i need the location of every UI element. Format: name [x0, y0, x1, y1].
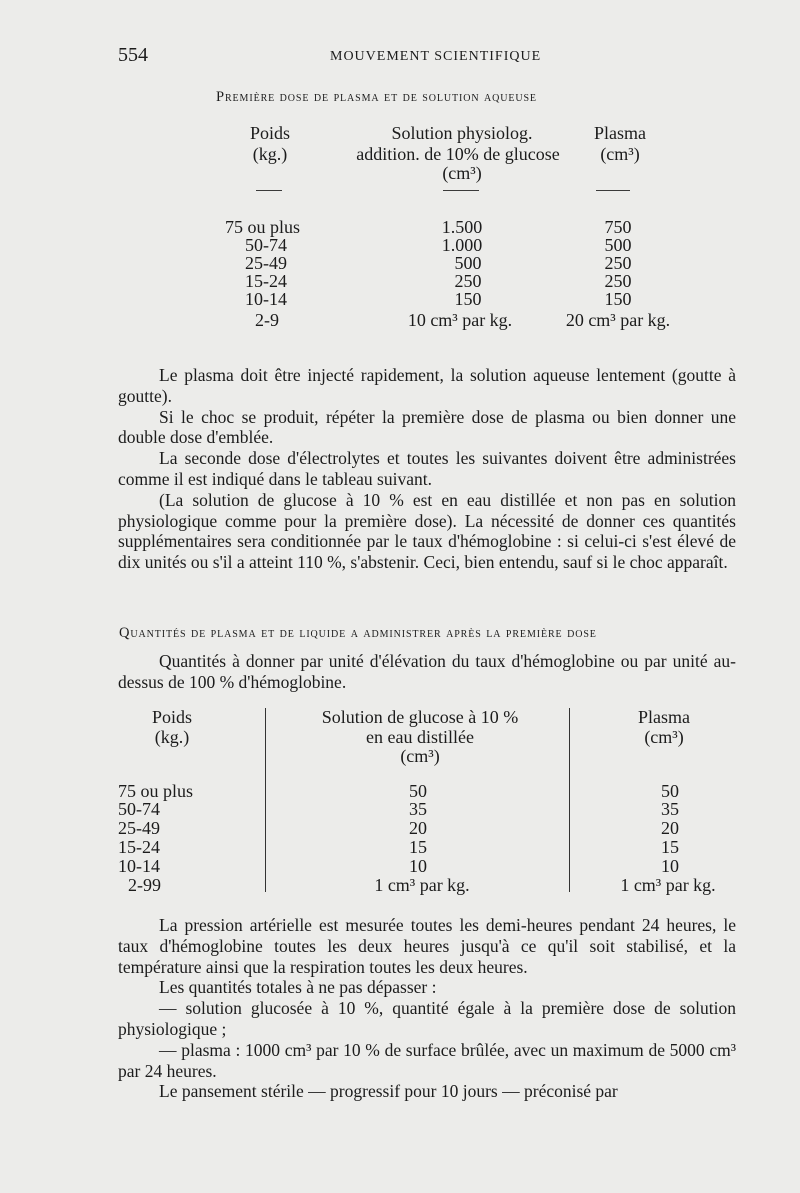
table2-header-solution-unit: (cm³)	[400, 746, 440, 766]
paragraph: — solution glucosée à 10 %, quantité égale à la première dose de solution physiologique ;	[118, 998, 736, 1039]
table2-intro	[118, 651, 736, 693]
table2-header-plasma: Plasma	[638, 707, 690, 727]
table1-header-solution-line2: addition. de 10% de glucose	[356, 144, 560, 164]
table1-rule-solution	[443, 190, 479, 191]
running-title: MOUVEMENT SCIENTIFIQUE	[330, 49, 542, 64]
paragraph: Les quantités totales à ne pas dépasser :	[159, 977, 437, 998]
table2-cell-solution: 50	[409, 781, 427, 801]
paragraph: La pression artérielle est mesurée toutes les demi-heures pendant 24 heures, le taux d'hémoglobine toutes les deux heures jusqu'à ce qu'il soit stabilisé, et la température ainsi que la respiration toutes les deux heures.	[118, 915, 736, 977]
table1-cell-weight: 25-49	[245, 253, 287, 273]
table2-column-rule	[569, 708, 570, 892]
table2-cell-plasma: 20	[661, 818, 679, 838]
table1-cell-weight: 2-9	[255, 310, 279, 330]
table1-header-solution-unit: (cm³)	[442, 163, 482, 183]
table1-header-plasma-unit: (cm³)	[600, 144, 640, 164]
table2-cell-solution: 20	[409, 818, 427, 838]
table1-cell-solution: 1.500	[441, 217, 483, 237]
table1-rule-plasma	[596, 190, 630, 191]
paragraph: Quantités à donner par unité d'élévation du taux d'hémoglobine ou par unité au-dessus de 100 % d'hémoglobine.	[118, 651, 736, 692]
table2-title: Quantités de plasma et de liquide a administrer après la première dose	[119, 625, 597, 641]
table2-header-solution: Solution de glucose à 10 %	[321, 707, 519, 727]
table2-cell-plasma: 15	[661, 837, 679, 857]
table1-header-weight: Poids	[249, 123, 291, 143]
table1-cell-plasma: 250	[604, 253, 632, 273]
paragraph: Le plasma doit être injecté rapidement, la solution aqueuse lentement (goutte à goutte).	[118, 365, 736, 406]
table1-cell-weight: 50-74	[245, 235, 287, 255]
table2-cell-solution: 10	[409, 856, 427, 876]
paragraph: La seconde dose d'électrolytes et toutes les suivantes doivent être administrées comme il est indiqué dans le tableau suivant.	[118, 448, 736, 489]
body-text-2	[118, 915, 736, 1102]
table1-cell-weight: 10-14	[245, 289, 287, 309]
table2-cell-weight: 2-99	[128, 875, 161, 895]
paragraph: (La solution de glucose à 10 % est en eau distillée et non pas en solution physiologique comme pour la première dose). La nécessité de donner ces quantités supplémentaires sera conditionnée par le taux d'hémoglobine : si celui-ci s'est élevé de dix unités ou s'il a atteint 110 %, s'abstenir. Ceci, bien entendu, sauf si le choc apparaît.	[118, 489, 736, 573]
table2-cell-solution: 15	[409, 837, 427, 857]
table2-cell-weight: 15-24	[118, 837, 160, 857]
table2-header-weight-unit: (kg.)	[154, 727, 190, 747]
table2-cell-plasma: 50	[661, 781, 679, 801]
table2-cell-weight: 25-49	[118, 818, 160, 838]
table1-cell-weight: 15-24	[245, 271, 287, 291]
table1-title: Première dose de plasma et de solution aqueuse	[216, 89, 537, 105]
table2-header-weight: Poids	[151, 707, 193, 727]
table1-cell-plasma: 20 cm³ par kg.	[565, 310, 671, 330]
table2-cell-weight: 75 ou plus	[118, 781, 194, 801]
table1-cell-plasma: 250	[604, 271, 632, 291]
table2-cell-plasma: 35	[661, 799, 679, 819]
table2-cell-plasma: 10	[661, 856, 679, 876]
paragraph: Si le choc se produit, répéter la première dose de plasma ou bien donner une double dose d'emblée.	[118, 406, 736, 448]
table2-header-solution-line2: en eau distillée	[366, 727, 474, 747]
table1-cell-plasma: 750	[604, 217, 632, 237]
paragraph: Le pansement stérile — progressif pour 10 jours — préconisé par	[159, 1081, 618, 1102]
table1-header-plasma: Plasma	[594, 123, 646, 143]
body-text-1	[118, 365, 736, 573]
table1-cell-weight: 75 ou plus	[225, 217, 301, 237]
table1-cell-solution: 150	[454, 289, 482, 309]
table1-cell-plasma: 500	[604, 235, 632, 255]
table1-header-solution: Solution physiolog.	[391, 123, 533, 143]
table2-column-rule	[265, 708, 266, 892]
table1-cell-solution: 500	[454, 253, 482, 273]
table1-header-weight-unit: (kg.)	[252, 144, 288, 164]
table2-cell-solution: 35	[409, 799, 427, 819]
table1-cell-solution: 10 cm³ par kg.	[407, 310, 513, 330]
table1-rule-weight	[256, 190, 282, 191]
page-number: 554	[118, 44, 148, 66]
table2-header-plasma-unit: (cm³)	[644, 727, 684, 747]
table1-cell-solution: 1.000	[441, 235, 483, 255]
table2-cell-weight: 10-14	[118, 856, 160, 876]
table1-cell-plasma: 150	[604, 289, 632, 309]
table2-cell-weight: 50-74	[118, 799, 160, 819]
table2-cell-plasma: 1 cm³ par kg.	[620, 875, 716, 895]
paragraph: — plasma : 1000 cm³ par 10 % de surface brûlée, avec un maximum de 5000 cm³ par 24 heures.	[118, 1039, 736, 1081]
table1-cell-solution: 250	[454, 271, 482, 291]
table2-cell-solution: 1 cm³ par kg.	[374, 875, 470, 895]
